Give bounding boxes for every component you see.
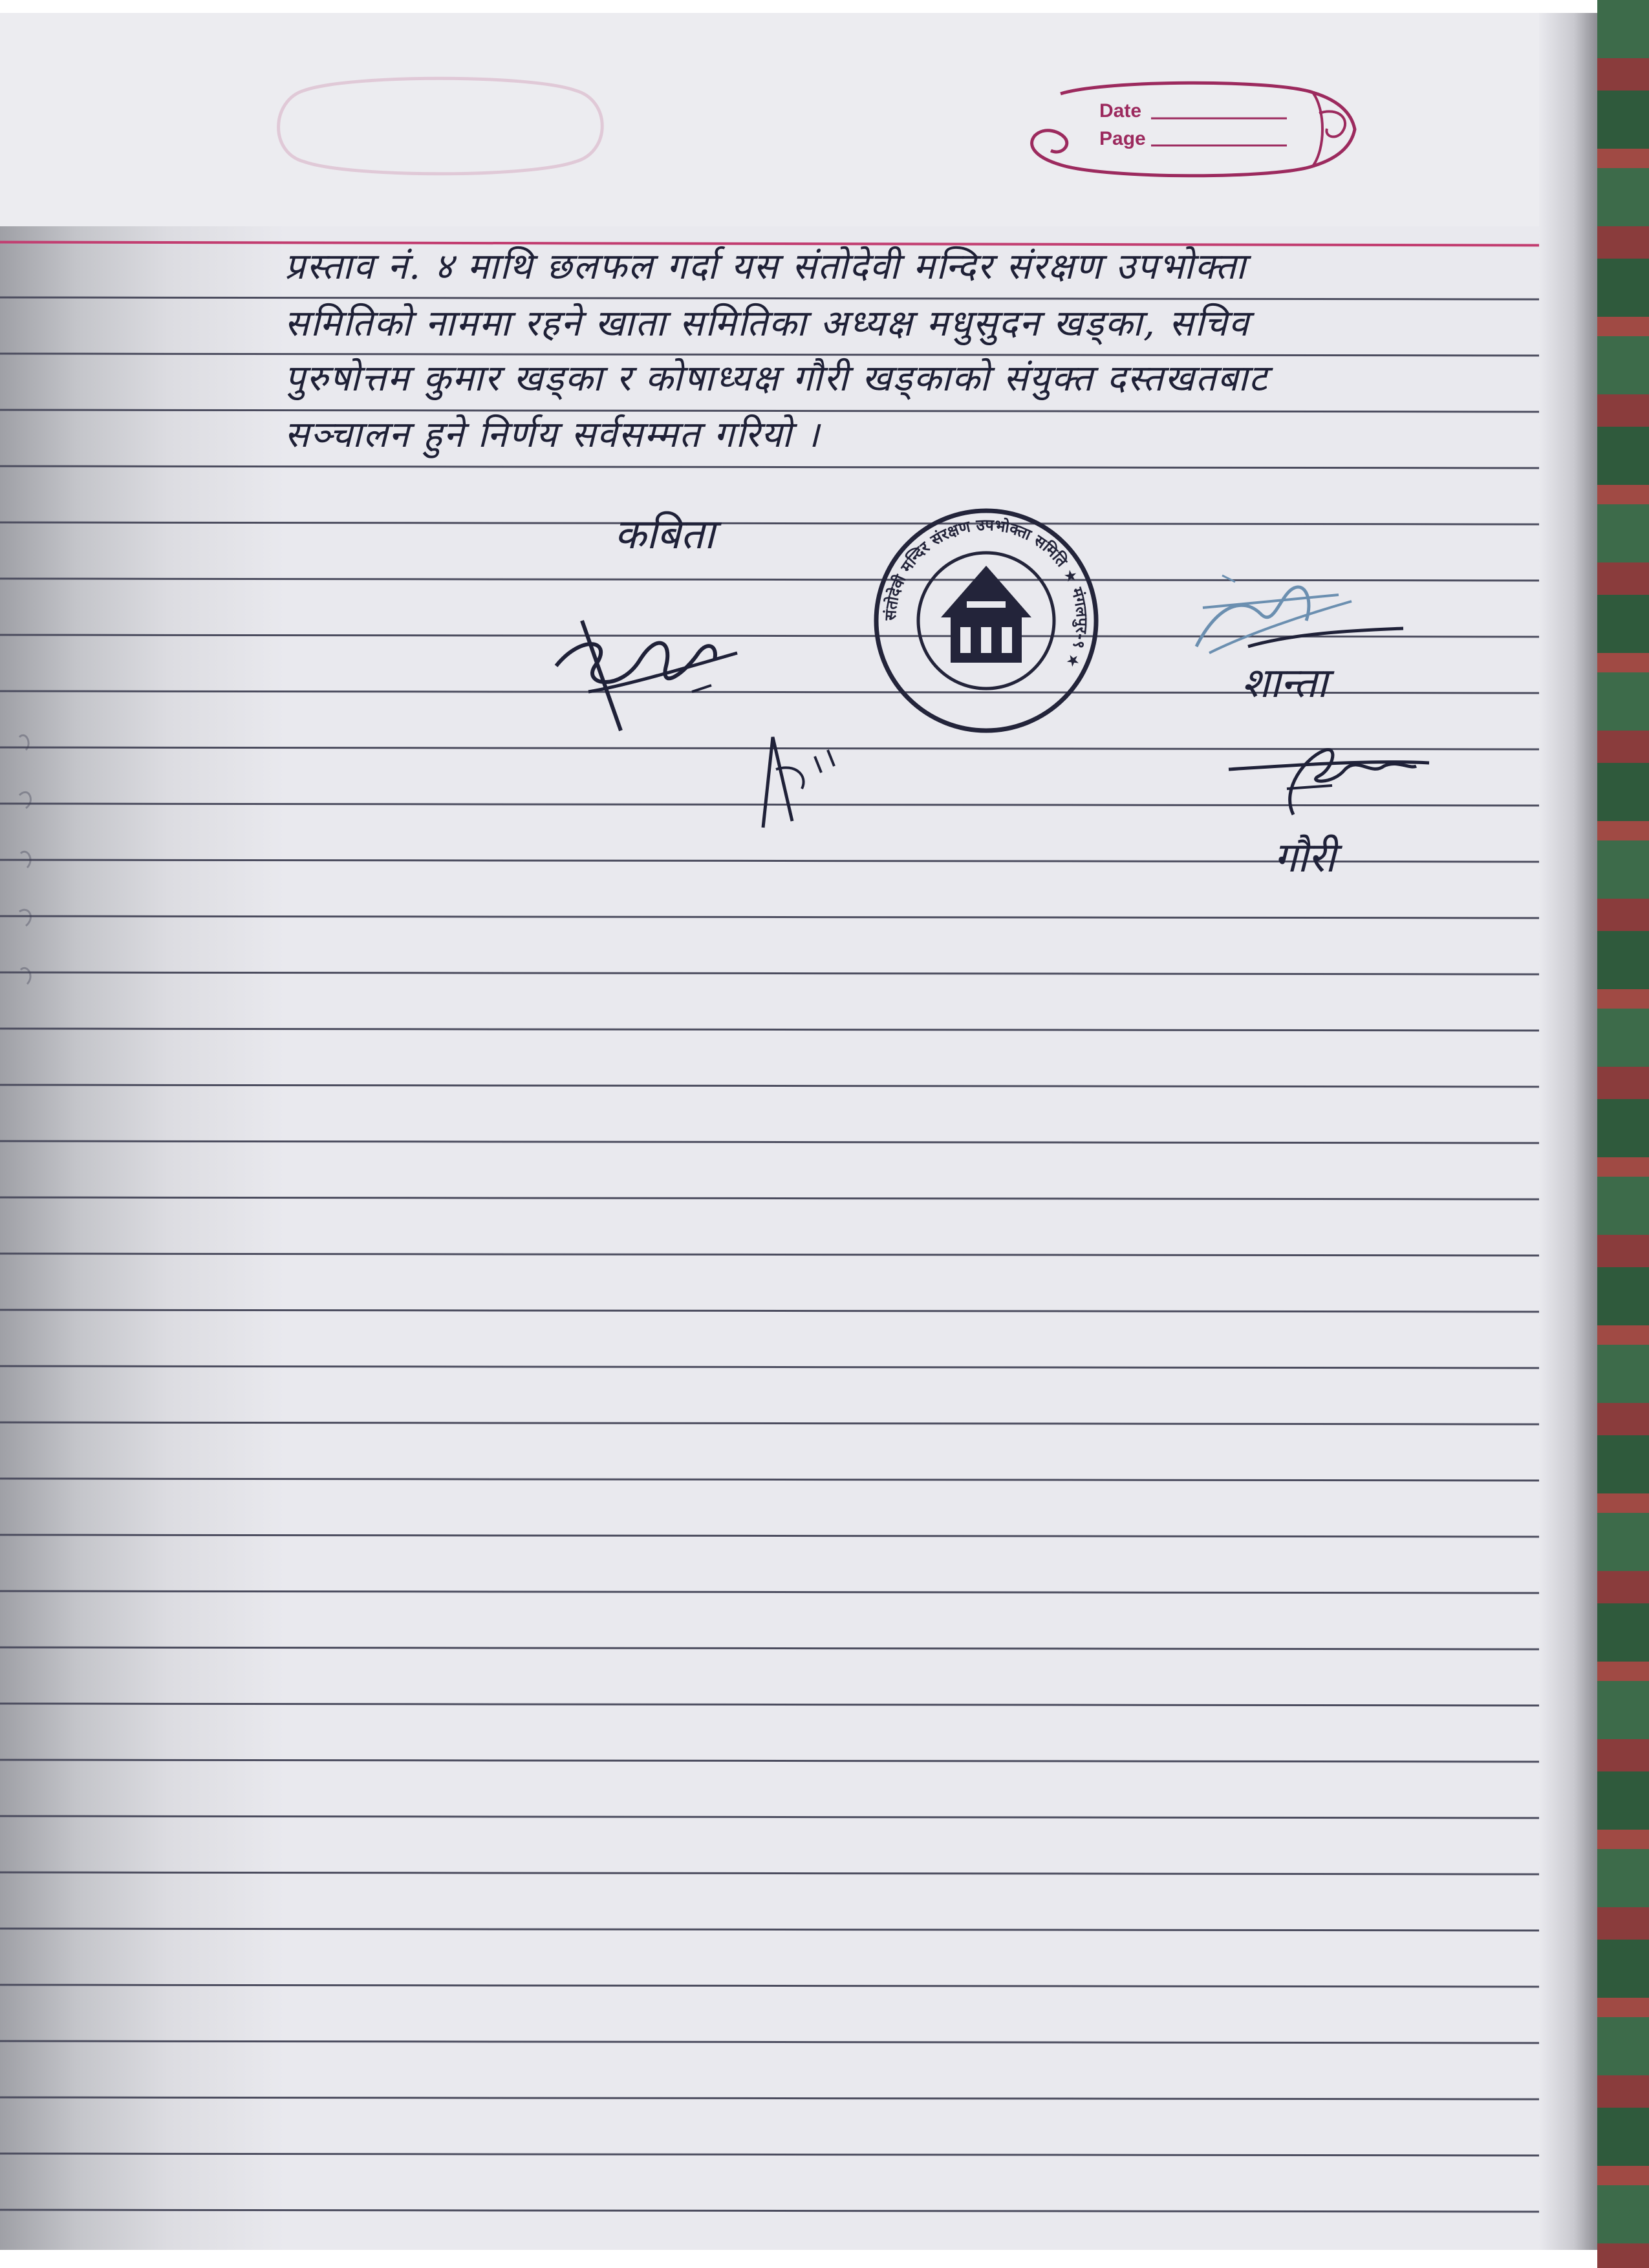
minutes-line-4: सञ्चालन हुने निर्णय सर्वसम्मत गरियो ।: [285, 414, 821, 456]
committee-round-stamp: [870, 504, 1103, 737]
signature-left-2: [744, 711, 854, 840]
signatory-name-gauri: गौरी: [1274, 834, 1336, 882]
show-through-date-box: [259, 71, 621, 181]
signature-right-2: [1203, 731, 1449, 828]
page-label: Page: [1099, 128, 1146, 149]
binding-edge-shadow: [1539, 13, 1597, 2250]
stamp-ring-text: संतोदेवी मन्दिर संरक्षण उपभोक्ता समिति ★ मंगलपुर-९ ★: [881, 515, 1092, 671]
signature-left-1: [543, 595, 776, 750]
minutes-line-2: समितिको नाममा रहने खाता समितिका अध्यक्ष मधुसुदन खड्का, सचिव: [285, 303, 1250, 345]
signatory-name-shanta: शान्ता: [1242, 659, 1328, 707]
ruled-line: [0, 1254, 1565, 1256]
ruled-line: [0, 1310, 1565, 1312]
ruled-line: [0, 1141, 1565, 1143]
ruled-line: [0, 1760, 1565, 1762]
signatory-name-kabita: कबिता: [614, 511, 715, 559]
ruled-line: [0, 972, 1565, 974]
ruled-line: [0, 1704, 1565, 1706]
ruled-line: [0, 1985, 1565, 1987]
notebook-sheet: [0, 13, 1597, 2250]
ruled-lines: [0, 13, 1597, 2250]
date-label: Date: [1099, 100, 1142, 122]
temple-emblem-icon: [941, 566, 1031, 663]
ruled-line: [0, 1929, 1565, 1931]
ruled-line: [0, 1029, 1565, 1031]
faint-margin-marks: [13, 724, 52, 1047]
ruled-line: [0, 522, 1565, 524]
ruled-line: [0, 1366, 1565, 1368]
ruled-line: [0, 1479, 1565, 1481]
ruled-line: [0, 2041, 1565, 2043]
ruled-line: [0, 2154, 1565, 2156]
minutes-line-3: पुरुषोत्तम कुमार खड्का र कोषाध्यक्ष गौरी खड्काको संयुक्त दस्तखतबाट: [285, 358, 1269, 400]
ruled-line: [0, 1085, 1565, 1087]
date-page-box: [1015, 74, 1364, 184]
ruled-line: [0, 1535, 1565, 1537]
ruled-line: [0, 1422, 1565, 1424]
ruled-line: [0, 691, 1565, 693]
ruled-line: [0, 1197, 1565, 1199]
ruled-line: [0, 1816, 1565, 1818]
ruled-line: [0, 1647, 1565, 1649]
ruled-line: [0, 1591, 1565, 1593]
ruled-line: [0, 1872, 1565, 1874]
ruled-line: [0, 466, 1565, 468]
date-page-frame: [1015, 74, 1364, 184]
ruled-line: [0, 2210, 1565, 2212]
ruled-line: [0, 916, 1565, 918]
ruled-line: [0, 2097, 1565, 2099]
minutes-line-1: प्रस्ताव नं. ४ माथि छलफल गर्दा यस संतोदेवी मन्दिर संरक्षण उपभोक्ता: [285, 246, 1247, 288]
notebook-spine: [1597, 0, 1649, 2268]
